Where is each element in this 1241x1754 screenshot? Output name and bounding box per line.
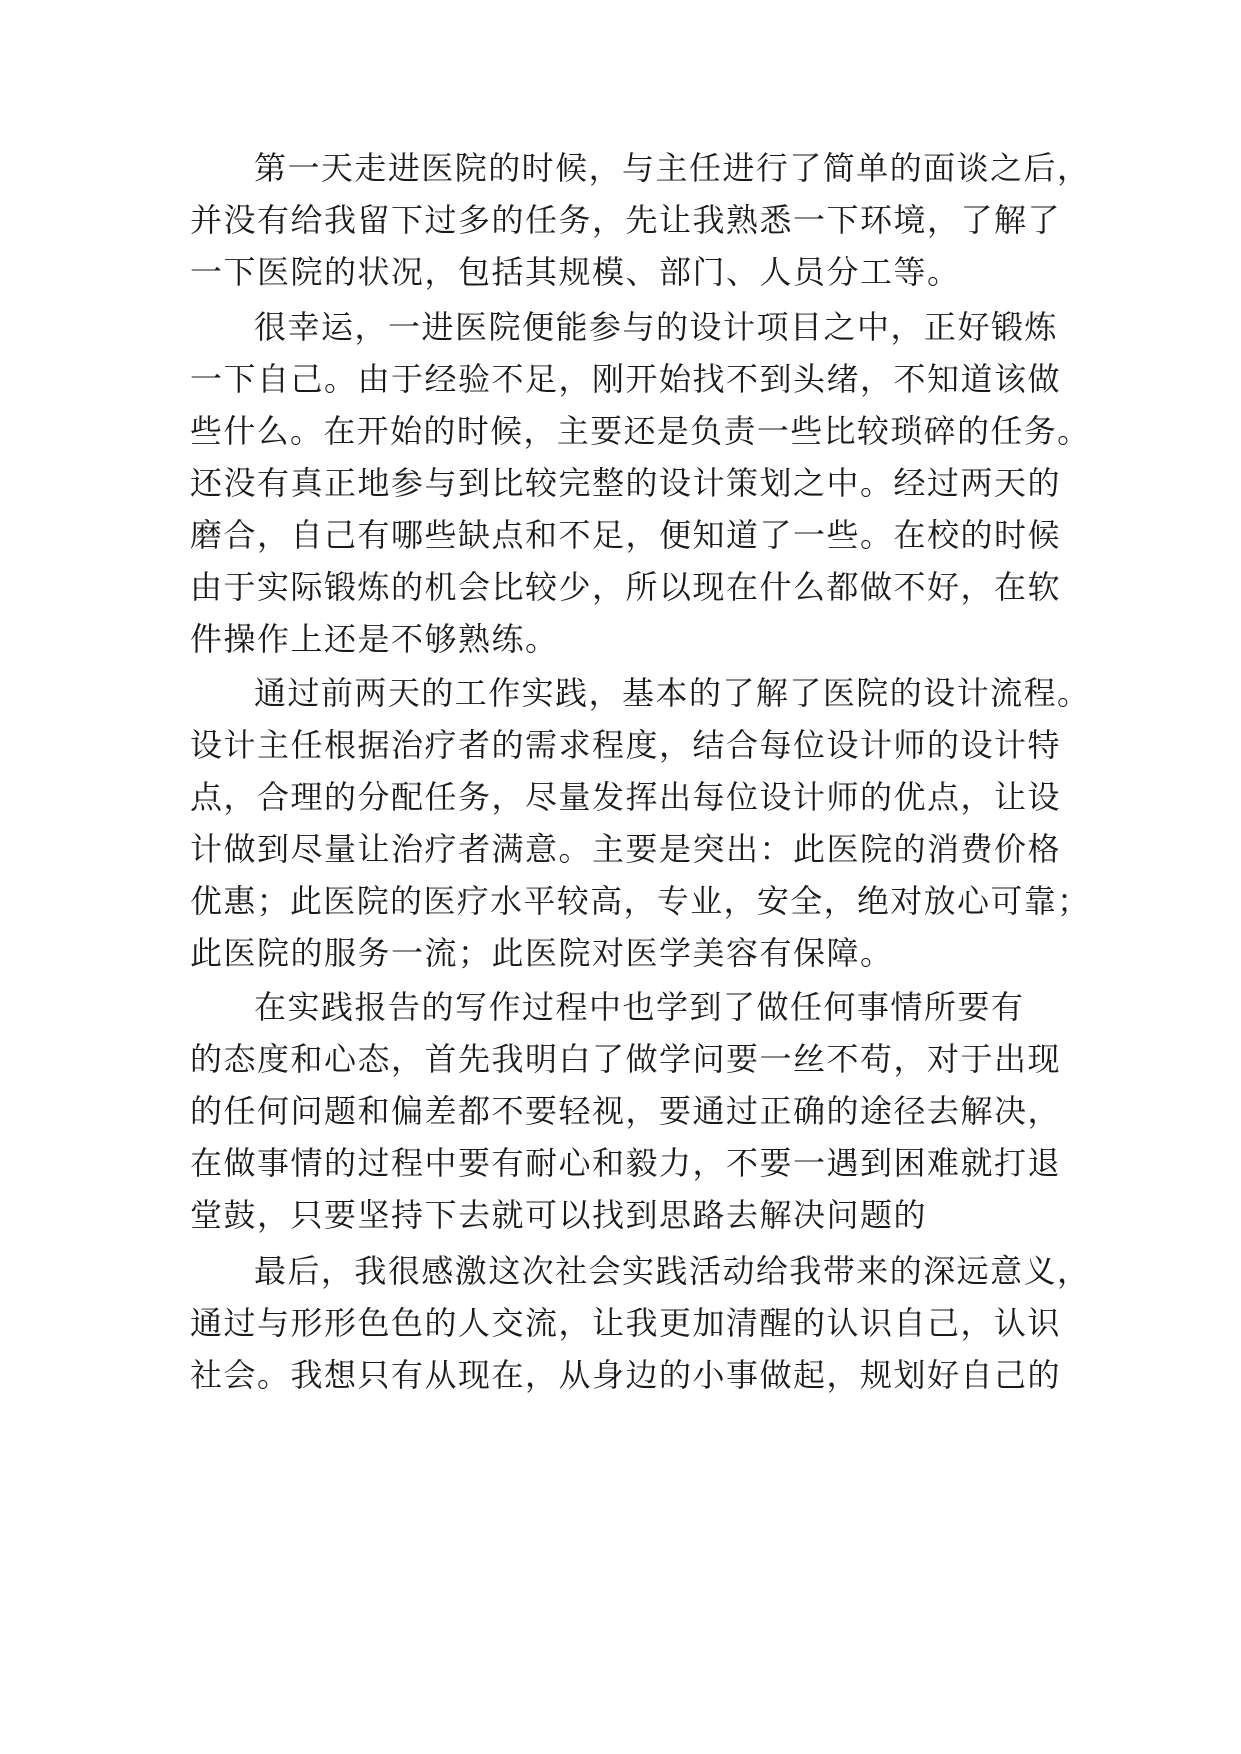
text-line: 最后，我很感激这次社会实践活动给我带来的深远意义， — [254, 1252, 1091, 1290]
text-line: 还没有真正地参与到比较完整的设计策划之中。经过两天的 — [190, 464, 1062, 502]
text-line: 计做到尽量让治疗者满意。主要是突出：此医院的消费价格 — [190, 830, 1062, 868]
text-line: 件操作上还是不够熟练。 — [190, 620, 559, 658]
text-line: 一下自己。由于经验不足，刚开始找不到头绪，不知道该做 — [190, 360, 1062, 398]
text-line: 的态度和心态，首先我明白了做学问要一丝不苟，对于出现 — [190, 1040, 1062, 1078]
text-line: 些什么。在开始的时候，主要还是负责一些比较琐碎的任务。 — [190, 412, 1091, 450]
text-line: 磨合，自己有哪些缺点和不足，便知道了一些。在校的时候 — [190, 516, 1062, 554]
text-line: 优惠；此医院的医疗水平较高，专业，安全，绝对放心可靠； — [190, 882, 1091, 920]
text-line: 通过与形形色色的人交流，让我更加清醒的认识自己，认识 — [190, 1304, 1062, 1342]
text-line: 由于实际锻炼的机会比较少，所以现在什么都做不好，在软 — [190, 568, 1062, 606]
text-line: 在做事情的过程中要有耐心和毅力，不要一遇到困难就打退 — [190, 1144, 1062, 1182]
text-line: 点，合理的分配任务，尽量发挥出每位设计师的优点，让设 — [190, 778, 1062, 816]
text-line: 在实践报告的写作过程中也学到了做任何事情所要有 — [254, 988, 1025, 1026]
text-line: 很幸运，一进医院便能参与的设计项目之中，正好锻炼 — [254, 308, 1059, 346]
text-line: 社会。我想只有从现在，从身边的小事做起，规划好自己的 — [190, 1356, 1062, 1394]
text-line: 此医院的服务一流；此医院对医学美容有保障。 — [190, 934, 894, 972]
text-line: 的任何问题和偏差都不要轻视，要通过正确的途径去解决， — [190, 1092, 1062, 1130]
text-line: 设计主任根据治疗者的需求程度，结合每位设计师的设计特 — [190, 726, 1062, 764]
text-line: 堂鼓，只要坚持下去就可以找到思路去解决问题的 — [190, 1196, 928, 1234]
text-line: 第一天走进医院的时候，与主任进行了简单的面谈之后， — [254, 149, 1091, 187]
text-line: 一下医院的状况，包括其规模、部门、人员分工等。 — [190, 253, 961, 291]
text-line: 通过前两天的工作实践，基本的了解了医院的设计流程。 — [254, 674, 1091, 712]
text-line: 并没有给我留下过多的任务，先让我熟悉一下环境，了解了 — [190, 201, 1062, 239]
